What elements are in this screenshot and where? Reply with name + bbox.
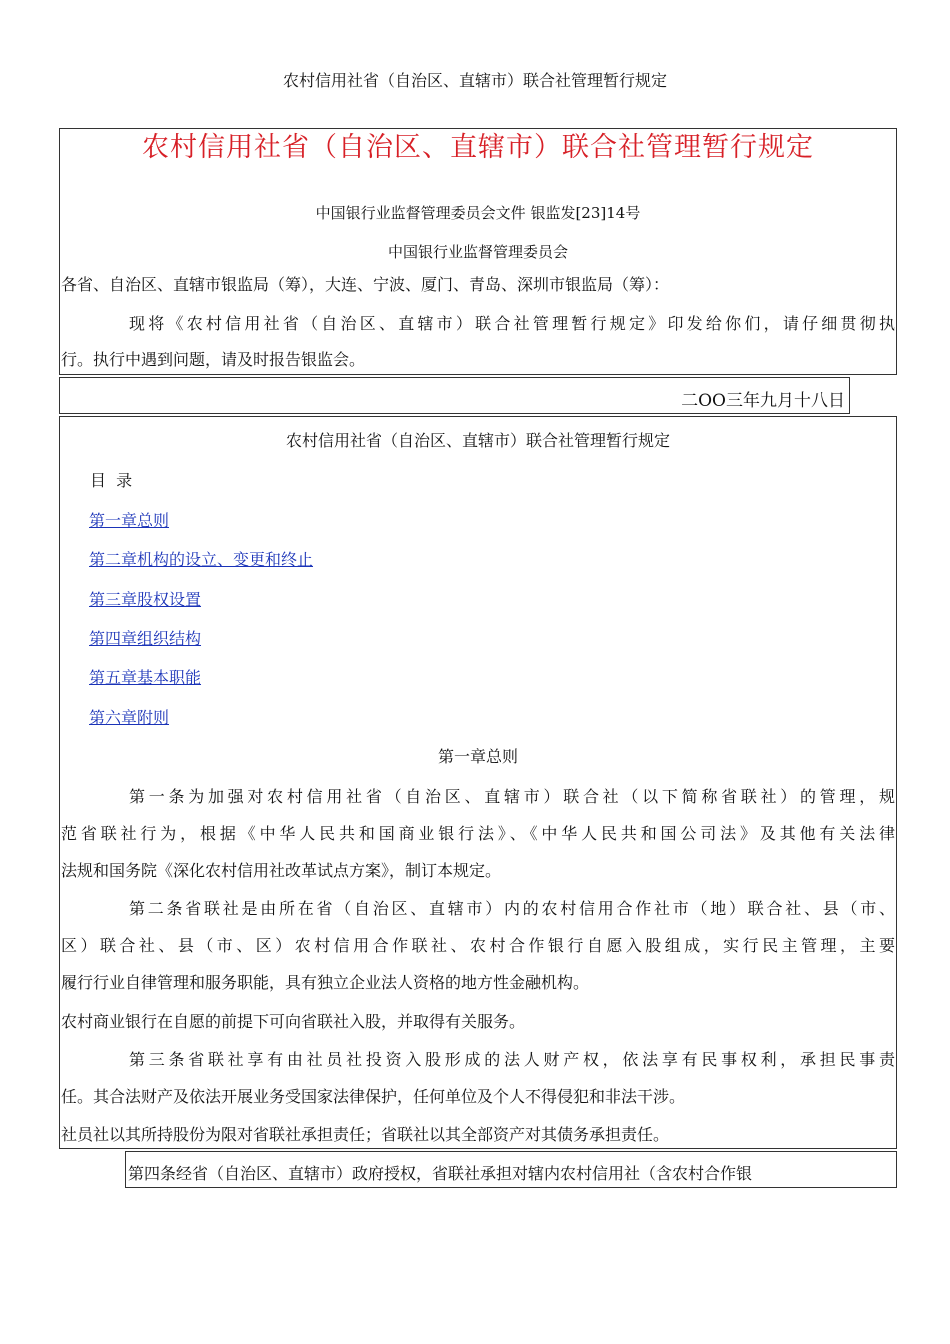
document-body [59, 416, 897, 1149]
doc-title: 农村信用社省（自治区、直辖市）联合社管理暂行规定 [285, 431, 670, 450]
issuer-line: 中国银行业监督管理委员会文件 银监发[23]14号 [315, 204, 641, 222]
article-1-line-2: 范省联社行为，根据《中华人民共和国商业银行法》、《中华人民共和国公司法》及其他有关法律 [61, 824, 895, 843]
issue-date: 二OO三年九月十八日 [681, 391, 845, 411]
toc-heading: 目 录 [90, 471, 133, 490]
toc-link-chapter-6[interactable]: 第六章附则 [89, 708, 170, 727]
article-2-line-3: 履行行业自律管理和服务职能，具有独立企业法人资格的地方性金融机构。 [61, 973, 590, 992]
toc-link-chapter-4[interactable]: 第四章组织结构 [89, 629, 202, 648]
article-4-line-1: 第四条经省（自治区、直辖市）政府授权，省联社承担对辖内农村信用社（含农村合作银 [128, 1164, 753, 1183]
article-1-line-3: 法规和国务院《深化农村信用社改革试点方案》，制订本规定。 [61, 861, 502, 880]
notice-line-1: 现将《农村信用社省（自治区、直辖市）联合社管理暂行规定》印发给你们，请仔细贯彻执 [129, 314, 895, 333]
article-2-extra: 农村商业银行在自愿的前提下可向省联社入股，并取得有关服务。 [61, 1012, 526, 1031]
notice-line-2: 行。执行中遇到问题，请及时报告银监会。 [61, 350, 366, 369]
toc-link-chapter-2[interactable]: 第二章机构的设立、变更和终止 [89, 550, 314, 569]
recipients: 各省、自治区、直辖市银监局（筹），大连、宁波、厦门、青岛、深圳市银监局（筹）： [61, 275, 670, 294]
article-2-line-2: 区）联合社、县（市、区）农村信用合作联社、农村合作银行自愿入股组成，实行民主管理，主要 [61, 936, 895, 955]
article-2-line-1: 第二条省联社是由所在省（自治区、直辖市）内的农村信用合作社市（地）联合社、县（市、 [129, 899, 895, 918]
article-3-extra: 社员社以其所持股份为限对省联社承担责任；省联社以其全部资产对其债务承担责任。 [61, 1125, 670, 1144]
article-1-line-1: 第一条为加强对农村信用社省（自治区、直辖市）联合社（以下简称省联社）的管理，规 [129, 787, 895, 806]
issuer: 中国银行业监督管理委员会 [387, 243, 568, 261]
chapter-1-title: 第一章总则 [437, 747, 518, 766]
article-3-line-1: 第三条省联社享有由社员社投资入股形成的法人财产权，依法享有民事权利，承担民事责 [129, 1050, 895, 1069]
toc-link-chapter-3[interactable]: 第三章股权设置 [89, 590, 202, 609]
main-title: 农村信用社省（自治区、直辖市）联合社管理暂行规定 [142, 132, 814, 163]
toc-link-chapter-5[interactable]: 第五章基本职能 [89, 668, 202, 687]
toc-link-chapter-1[interactable]: 第一章总则 [89, 511, 170, 530]
running-header: 农村信用社省（自治区、直辖市）联合社管理暂行规定 [282, 71, 667, 90]
article-3-line-2: 任。其合法财产及依法开展业务受国家法律保护，任何单位及个人不得侵犯和非法干涉。 [61, 1087, 686, 1106]
